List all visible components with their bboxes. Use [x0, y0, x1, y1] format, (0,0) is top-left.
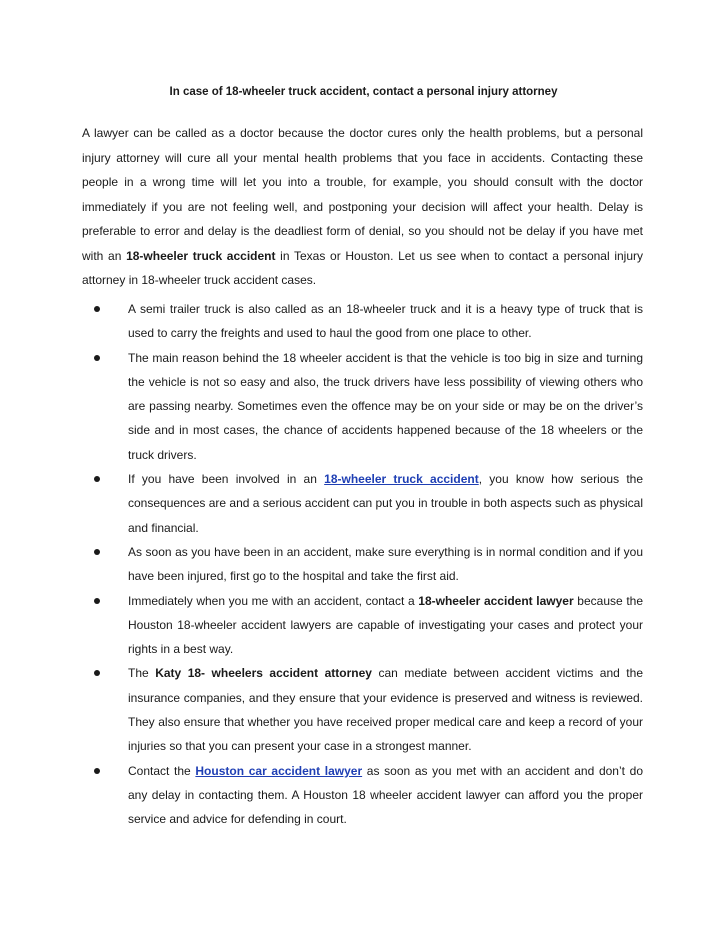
- bullet-item-3: [82, 467, 643, 540]
- bullet-list: [82, 297, 643, 832]
- bullet-bold-phrase: Katy 18- wheelers accident attorney: [155, 666, 372, 681]
- bullet-dot-icon: [94, 306, 100, 312]
- truck-accident-link[interactable]: 18-wheeler truck accident: [324, 472, 479, 487]
- bullet-bold-phrase: 18-wheeler accident lawyer: [418, 593, 574, 608]
- bullet-item-5: [82, 589, 643, 662]
- bullet-text: As soon as you have been in an accident, make sure everything is in normal condition and if you have been injured, first go to the hospital and take the first aid.: [128, 544, 643, 584]
- bullet-dot-icon: [94, 768, 100, 774]
- bullet-text-before: Immediately when you me with an accident, contact a: [128, 593, 419, 608]
- bullet-dot-icon: [94, 476, 100, 482]
- bullet-item-4: [82, 540, 643, 589]
- bullet-text-after: , you know how serious the consequences are and a serious accident can put you in trouble in both aspects such as physical and financial.: [128, 472, 644, 535]
- bullet-item-7: [82, 759, 643, 832]
- bullet-text: The main reason behind the 18 wheeler accident is that the vehicle is too big in size and turning the vehicle is not so easy and also, the truck drivers have less possibility of viewing others who are passing nearby. Sometimes even the offence may be on your side or may be on the driver’s side and in most cases, the chance of accidents happened because of the 18 wheelers or the truck drivers.: [128, 350, 643, 462]
- bullet-text-before: The: [128, 666, 156, 681]
- houston-car-lawyer-link[interactable]: Houston car accident lawyer: [195, 763, 363, 778]
- bullet-item-6: [82, 661, 643, 758]
- bullet-dot-icon: [94, 549, 100, 555]
- bullet-dot-icon: [94, 355, 100, 361]
- document-title: In case of 18-wheeler truck accident, contact a personal injury attorney: [169, 86, 558, 98]
- bullet-text-before: Contact the: [128, 763, 196, 778]
- intro-text-1: A lawyer can be called as a doctor because the doctor cures only the health problems, but a personal injury attorney will cure all your mental health problems that you face in accidents. Contacting these people in a wrong time will let you into a trouble, for example, you should consult with the doctor immediately if you are not feeling well, and postponing your decision will affect your health. Delay is preferable to error and delay is the deadliest form of denial, so you should not be delay if you have met with an: [82, 126, 643, 263]
- bullet-text-after: as soon as you met with an accident and don’t do any delay in contacting them. A Houston 18 wheeler accident lawyer can afford you the proper service and advice for defending in court.: [128, 763, 643, 827]
- bullet-text-after: because the Houston 18-wheeler accident lawyers are capable of investigating your cases and protect your rights in a best way.: [128, 593, 643, 657]
- bullet-dot-icon: [94, 670, 100, 676]
- bullet-text-after: can mediate between accident victims and the insurance companies, and they ensure that your evidence is preserved and witness is reviewed. They also ensure that whether you have received proper medical care and keep a record of your injuries so that you can present your case in a strongest manner.: [128, 666, 643, 754]
- intro-text-2: in Texas or Houston. Let us see when to contact a personal injury attorney in 18-wheeler truck accident cases.: [82, 248, 644, 287]
- bullet-item-2: [82, 346, 643, 467]
- bullet-item-1: [82, 297, 643, 346]
- bullet-dot-icon: [94, 598, 100, 604]
- bullet-text-before: If you have been involved in an: [128, 472, 325, 487]
- bullet-text: A semi trailer truck is also called as an 18-wheeler truck and it is a heavy type of truck that is used to carry the freights and used to haul the good from one place to other.: [128, 302, 643, 341]
- intro-bold-phrase: 18-wheeler truck accident: [126, 248, 276, 263]
- intro-paragraph: [82, 121, 643, 293]
